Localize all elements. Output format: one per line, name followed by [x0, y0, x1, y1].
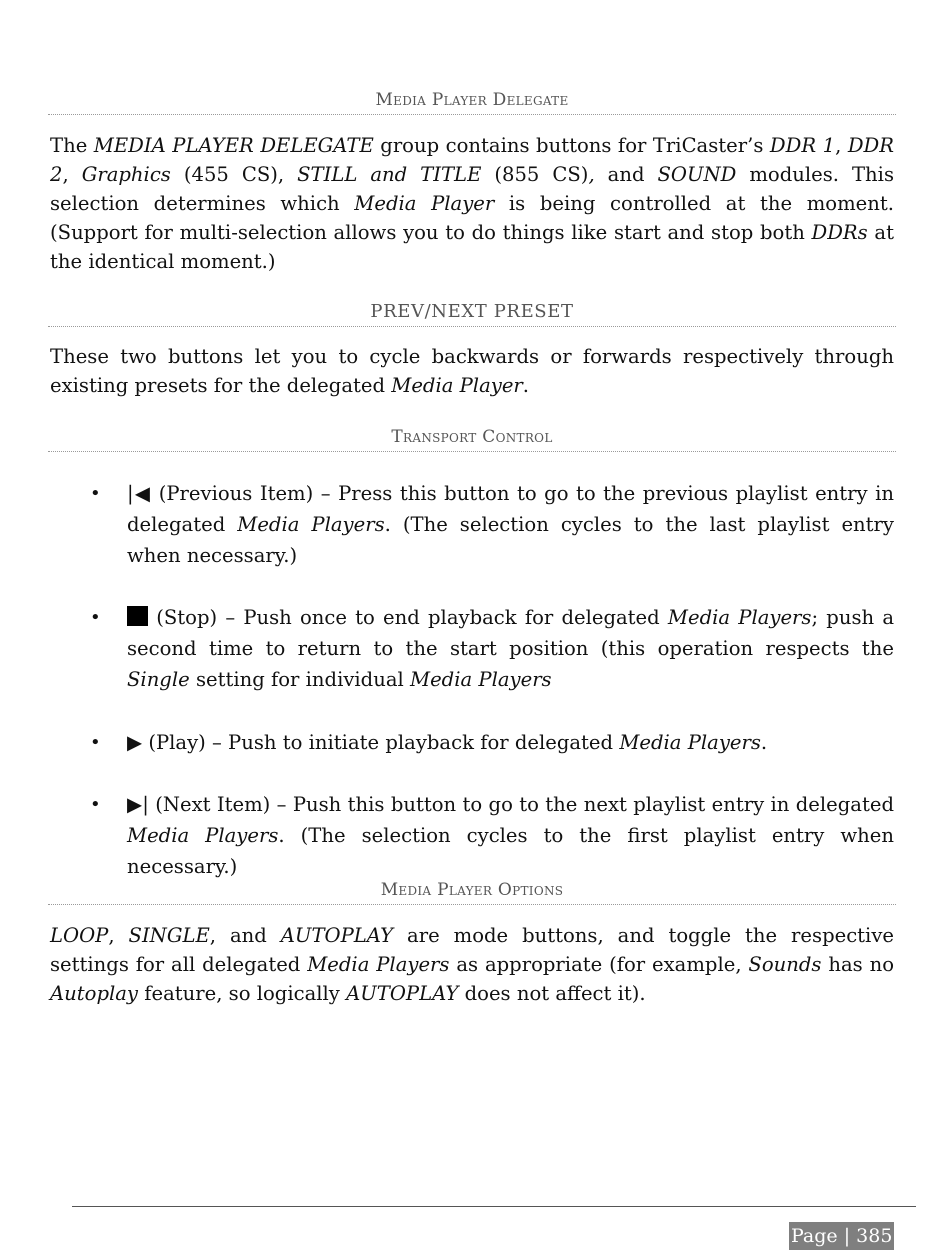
list-item-next-item: • ▶| (Next Item) – Push this button to go to the next playlist entry in delegated Media Players. (The selection cycles to the first playlist entry when necessary.)	[90, 789, 894, 882]
play-icon: ▶	[127, 731, 143, 754]
list-item-play: • ▶ (Play) – Push to initiate playback for delegated Media Players.	[90, 727, 894, 758]
paragraph-media-player-options: LOOP, SINGLE, and AUTOPLAY are mode buttons, and toggle the respective settings for all delegated Media Players as appropriate (for example, Sounds has no Autoplay feature, so logically AUTOPLAY does not affect it).	[50, 924, 894, 1005]
bullet-dot: •	[90, 483, 101, 504]
paragraph-prev-next-preset: These two buttons let you to cycle backwards or forwards respectively through existing presets for the delegated Media Player.	[50, 345, 894, 397]
section-heading-prev-next-preset: PREV/NEXT PRESET	[48, 301, 896, 327]
footer-divider	[72, 1206, 916, 1207]
page-number-badge: Page | 385	[789, 1222, 894, 1250]
stop-icon	[127, 606, 148, 626]
section-heading-transport-control: Transport Control	[48, 427, 896, 452]
section-heading-media-player-options: Media Player Options	[48, 880, 896, 905]
section-heading-media-player-delegate: Media Player Delegate	[48, 90, 896, 115]
list-item-previous-item: • |◀ (Previous Item) – Press this button to go to the previous playlist entry in delegated Media Players. (The selection cycles to the last playlist entry when necessary.)	[90, 478, 894, 571]
previous-item-icon: |◀	[127, 482, 152, 505]
next-item-icon: ▶|	[127, 793, 149, 816]
bullet-dot: •	[90, 732, 101, 753]
bullet-dot: •	[90, 607, 101, 628]
bullet-dot: •	[90, 794, 101, 815]
list-item-stop: • (Stop) – Push once to end playback for delegated Media Players; push a second time to return to the start position (this operation respects the Single setting for individual Media Players	[90, 602, 894, 695]
paragraph-media-player-delegate: The MEDIA PLAYER DELEGATE group contains buttons for TriCaster’s DDR 1, DDR 2, Graphics (455 CS), STILL and TITLE (855 CS), and SOUND modules. This selection determines which Media Player is being controlled at the moment. (Support for multi-selection allows you to do things like start and stop both DDRs at the identical moment.)	[50, 134, 894, 273]
